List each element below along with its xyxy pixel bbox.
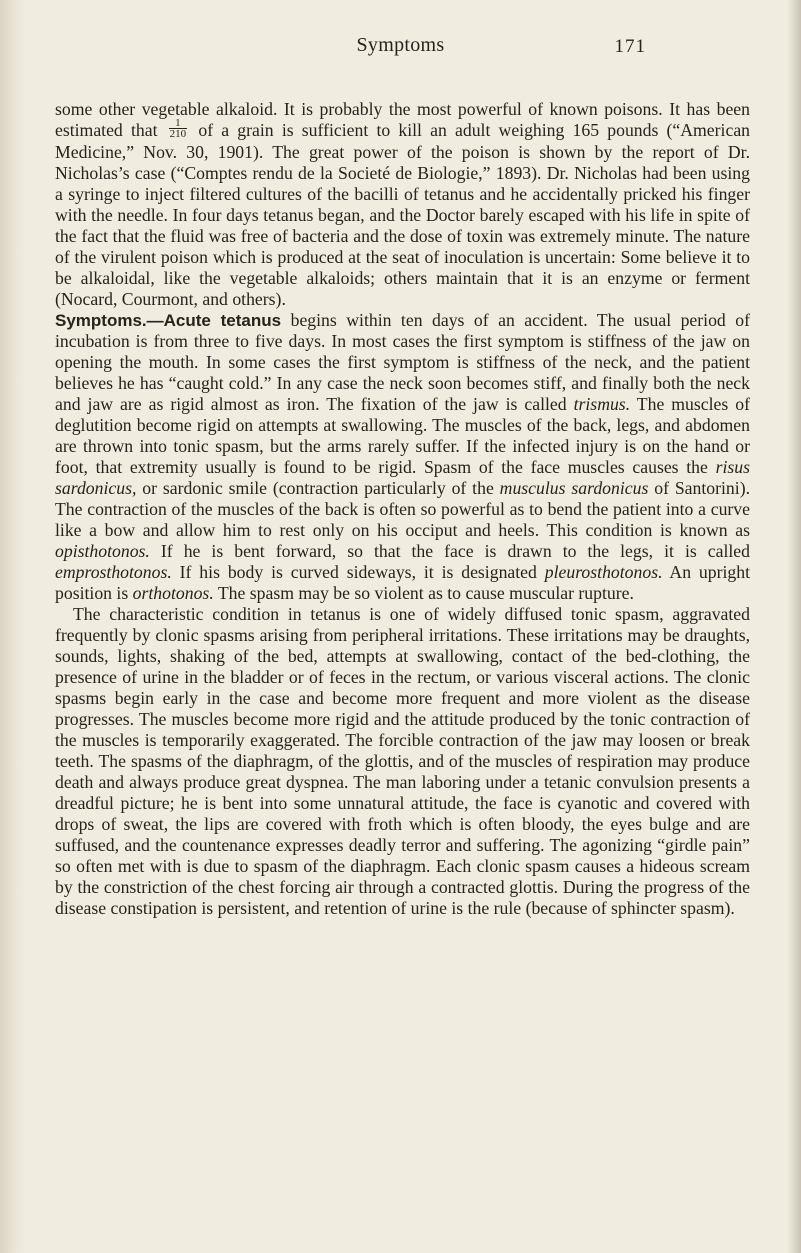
term-italic: opisthotonos. <box>55 541 150 562</box>
paragraph-text: The spasm may be so violent as to cause muscular rupture. <box>217 583 634 604</box>
page-number: 171 <box>614 36 646 57</box>
paragraph-symptoms <box>55 310 750 604</box>
paragraph-toxin <box>55 99 750 310</box>
paragraph-text: some other vegetable alkaloid. It is probably the most powerful of known poisons. It has been estimated that <box>55 99 750 140</box>
paragraph-text: begins within ten days of an accident. The usual period of incubation is from three to five days. In most cases the first symptom is stiffness of the jaw on opening the mouth. In some cases the first symptom is stiffness of the neck, and the patient believes he has “caught cold.” In any case the neck soon becomes stiff, and finally both the neck and jaw are as rigid almost as iron. The fixation of the jaw is called <box>55 310 750 415</box>
paragraph-characteristic-condition: The characteristic condition in tetanus is one of widely diffused tonic spasm, aggravated frequently by clonic spasms arising from peripheral irritations. These irritations may be draughts, sounds, lights, shaking of the bed, attempts at swallowing, contact of the bed-clothing, the presence of urine in the bladder or of feces in the rectum, or various visceral actions. The clonic spasms begin early in the case and become more frequent and more violent as the disease progresses. The muscles become more rigid and the attitude produced by the tonic contraction of the muscles is temporarily exaggerated. The forcible contraction of the jaw may loosen or break teeth. The spasms of the diaphragm, of the glottis, and of the muscles of respiration may produce death and always produce great dyspnea. The man laboring under a tetanic convulsion presents a dreadful picture; he is bent into some unnatural attitude, the face is cyanotic and covered with drops of sweat, the lips are covered with froth which is often bloody, the eyes bulge and are suffused, and the countenance expresses deadly terror and suffering. The agonizing “girdle pain” so often met with is due to spasm of the diaphragm. Each clonic spasm causes a hideous scream by the constriction of the chest forcing air through a contracted glottis. During the progress of the disease constipation is persistent, and retention of urine is the rule (because of sphincter spasm). <box>55 604 750 919</box>
paragraph-text: If he is bent forward, so that the face is drawn to the legs, it is called <box>160 541 751 562</box>
paragraph-text: The muscles of deglutition become rigid on attempts at swallowing. The muscles of the back, legs, and abdomen are thrown into tonic spasm, but the arms rarely suffer. If the infected injury is on the hand or foot, that extremity usually is found to be rigid. Spasm of the face muscles causes the <box>55 394 750 478</box>
paragraph-text: or sardonic smile (contraction particularly of the <box>142 478 494 499</box>
section-heading: Symptoms. <box>55 311 147 331</box>
term-italic: trismus. <box>573 394 631 415</box>
page-title: Symptoms <box>356 34 445 56</box>
term-italic: emprosthotonos. <box>55 562 172 583</box>
paragraph-text: An upright position is <box>55 562 751 604</box>
fraction-denominator: 210 <box>169 128 187 141</box>
term-italic: orthotonos. <box>132 583 214 604</box>
term-italic: risus sardonicus, <box>55 457 750 499</box>
term-italic: pleurosthotonos. <box>544 562 663 583</box>
body-text <box>55 99 750 919</box>
running-head <box>0 30 801 70</box>
section-subheading: —Acute tetanus <box>146 311 282 331</box>
page-shadow-right <box>787 0 801 1253</box>
paragraph-text: If his body is curved sideways, it is designated <box>179 562 537 583</box>
paragraph-text: of a grain is sufficient to kill an adult weighing 165 pounds (“American Medicine,” Nov. 30, 1901). The great power of the poison is shown by the report of Dr. Nicholas’s case (“Comptes rendu de la Societé de Biologie,” 1893). Dr. Nicholas had been using a syringe to inject filtered cultures of the bacilli of tetanus and he accidentally pricked his finger with the needle. In four days tetanus began, and the Doctor barely escaped with his life in spite of the fact that the fluid was free of bacteria and the dose of toxin was extremely minute. The nature of the virulent poison which is produced at the seat of inoculation is uncertain: Some believe it to be alkaloidal, like the vegetable alkaloids; others maintain that it is an enzyme or ferment (Nocard, Courmont, and others). <box>55 120 751 310</box>
fraction-numerator: 1 <box>169 118 188 129</box>
fraction <box>169 118 188 139</box>
page-shadow-left <box>0 0 26 1253</box>
paragraph-text: of Santorini). The contraction of the muscles of the back is often so powerful as to bend the patient into a curve like a bow and allow him to rest only on his occiput and heels. This condition is known as <box>55 478 751 541</box>
term-italic: musculus sardonicus <box>499 478 649 499</box>
